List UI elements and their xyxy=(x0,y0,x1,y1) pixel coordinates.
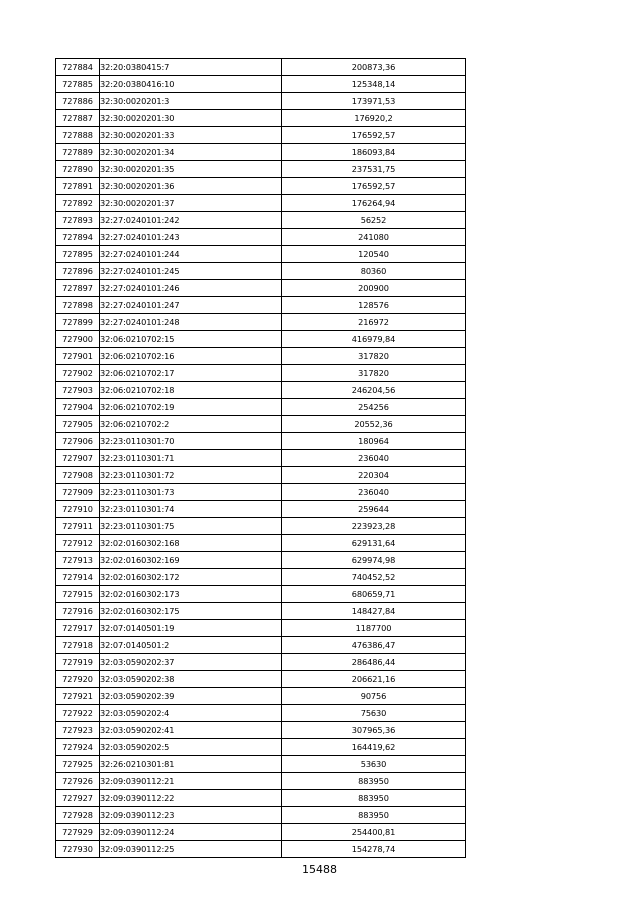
row-number-cell: 727886 xyxy=(56,93,100,110)
table-row xyxy=(56,110,466,127)
value-cell: 176592,57 xyxy=(282,127,466,144)
row-number-cell: 727919 xyxy=(56,654,100,671)
value-cell: 629131,64 xyxy=(282,535,466,552)
table-row xyxy=(56,331,466,348)
cadastral-number-cell: 32:07:0140501:2 xyxy=(100,637,282,654)
table-row xyxy=(56,756,466,773)
cadastral-number-cell: 32:09:0390112:21 xyxy=(100,773,282,790)
cadastral-number-cell: 32:03:0590202:5 xyxy=(100,739,282,756)
table-row xyxy=(56,637,466,654)
table-row xyxy=(56,518,466,535)
cadastral-number-cell: 32:06:0210702:2 xyxy=(100,416,282,433)
row-number-cell: 727917 xyxy=(56,620,100,637)
value-cell: 740452,52 xyxy=(282,569,466,586)
table-row xyxy=(56,467,466,484)
table-row xyxy=(56,161,466,178)
table-row xyxy=(56,552,466,569)
table-row xyxy=(56,671,466,688)
table-row xyxy=(56,263,466,280)
cadastral-number-cell: 32:30:0020201:34 xyxy=(100,144,282,161)
table-row xyxy=(56,314,466,331)
row-number-cell: 727884 xyxy=(56,59,100,76)
value-cell: 53630 xyxy=(282,756,466,773)
row-number-cell: 727929 xyxy=(56,824,100,841)
row-number-cell: 727889 xyxy=(56,144,100,161)
value-cell: 186093,84 xyxy=(282,144,466,161)
table-row xyxy=(56,688,466,705)
table-row xyxy=(56,127,466,144)
cadastral-number-cell: 32:30:0020201:33 xyxy=(100,127,282,144)
table-body xyxy=(56,59,466,858)
table-row xyxy=(56,501,466,518)
table-row xyxy=(56,195,466,212)
row-number-cell: 727908 xyxy=(56,467,100,484)
cadastral-number-cell: 32:27:0240101:246 xyxy=(100,280,282,297)
row-number-cell: 727890 xyxy=(56,161,100,178)
value-cell: 75630 xyxy=(282,705,466,722)
table-row xyxy=(56,246,466,263)
value-cell: 176592,57 xyxy=(282,178,466,195)
value-cell: 56252 xyxy=(282,212,466,229)
value-cell: 307965,36 xyxy=(282,722,466,739)
row-number-cell: 727910 xyxy=(56,501,100,518)
row-number-cell: 727892 xyxy=(56,195,100,212)
table-row xyxy=(56,76,466,93)
value-cell: 206621,16 xyxy=(282,671,466,688)
cadastral-number-cell: 32:09:0390112:22 xyxy=(100,790,282,807)
cadastral-number-cell: 32:09:0390112:25 xyxy=(100,841,282,858)
value-cell: 254256 xyxy=(282,399,466,416)
value-cell: 176920,2 xyxy=(282,110,466,127)
table-row xyxy=(56,841,466,858)
cadastral-number-cell: 32:27:0240101:244 xyxy=(100,246,282,263)
value-cell: 317820 xyxy=(282,348,466,365)
value-cell: 223923,28 xyxy=(282,518,466,535)
cadastral-number-cell: 32:02:0160302:168 xyxy=(100,535,282,552)
table-row xyxy=(56,416,466,433)
cadastral-number-cell: 32:02:0160302:169 xyxy=(100,552,282,569)
row-number-cell: 727885 xyxy=(56,76,100,93)
value-cell: 680659,71 xyxy=(282,586,466,603)
value-cell: 259644 xyxy=(282,501,466,518)
value-cell: 883950 xyxy=(282,790,466,807)
row-number-cell: 727888 xyxy=(56,127,100,144)
table-row xyxy=(56,178,466,195)
value-cell: 1187700 xyxy=(282,620,466,637)
row-number-cell: 727909 xyxy=(56,484,100,501)
cadastral-number-cell: 32:03:0590202:38 xyxy=(100,671,282,688)
table-row xyxy=(56,212,466,229)
value-cell: 164419,62 xyxy=(282,739,466,756)
table-row xyxy=(56,348,466,365)
row-number-cell: 727894 xyxy=(56,229,100,246)
table-row xyxy=(56,807,466,824)
value-cell: 128576 xyxy=(282,297,466,314)
value-cell: 317820 xyxy=(282,365,466,382)
row-number-cell: 727907 xyxy=(56,450,100,467)
value-cell: 200873,36 xyxy=(282,59,466,76)
cadastral-number-cell: 32:23:0110301:72 xyxy=(100,467,282,484)
table-row xyxy=(56,535,466,552)
table-row xyxy=(56,790,466,807)
cadastral-number-cell: 32:03:0590202:41 xyxy=(100,722,282,739)
table-row xyxy=(56,824,466,841)
row-number-cell: 727901 xyxy=(56,348,100,365)
cadastral-number-cell: 32:23:0110301:74 xyxy=(100,501,282,518)
cadastral-number-cell: 32:20:0380416:10 xyxy=(100,76,282,93)
table-row xyxy=(56,484,466,501)
row-number-cell: 727924 xyxy=(56,739,100,756)
cadastral-number-cell: 32:23:0110301:71 xyxy=(100,450,282,467)
row-number-cell: 727899 xyxy=(56,314,100,331)
row-number-cell: 727905 xyxy=(56,416,100,433)
table-row xyxy=(56,297,466,314)
row-number-cell: 727895 xyxy=(56,246,100,263)
cadastral-number-cell: 32:27:0240101:248 xyxy=(100,314,282,331)
row-number-cell: 727912 xyxy=(56,535,100,552)
table-row xyxy=(56,739,466,756)
table-row xyxy=(56,705,466,722)
table-row xyxy=(56,586,466,603)
cadastral-number-cell: 32:27:0240101:245 xyxy=(100,263,282,280)
value-cell: 286486,44 xyxy=(282,654,466,671)
row-number-cell: 727927 xyxy=(56,790,100,807)
table-row xyxy=(56,773,466,790)
cadastral-number-cell: 32:03:0590202:4 xyxy=(100,705,282,722)
cadastral-number-cell: 32:30:0020201:35 xyxy=(100,161,282,178)
cadastral-number-cell: 32:06:0210702:19 xyxy=(100,399,282,416)
value-cell: 246204,56 xyxy=(282,382,466,399)
cadastral-number-cell: 32:27:0240101:247 xyxy=(100,297,282,314)
cadastral-number-cell: 32:02:0160302:175 xyxy=(100,603,282,620)
row-number-cell: 727904 xyxy=(56,399,100,416)
row-number-cell: 727903 xyxy=(56,382,100,399)
row-number-cell: 727923 xyxy=(56,722,100,739)
row-number-cell: 727916 xyxy=(56,603,100,620)
value-cell: 476386,47 xyxy=(282,637,466,654)
value-cell: 883950 xyxy=(282,773,466,790)
row-number-cell: 727913 xyxy=(56,552,100,569)
row-number-cell: 727928 xyxy=(56,807,100,824)
value-cell: 220304 xyxy=(282,467,466,484)
row-number-cell: 727906 xyxy=(56,433,100,450)
value-cell: 148427,84 xyxy=(282,603,466,620)
table-row xyxy=(56,620,466,637)
row-number-cell: 727891 xyxy=(56,178,100,195)
cadastral-number-cell: 32:27:0240101:242 xyxy=(100,212,282,229)
cadastral-number-cell: 32:09:0390112:23 xyxy=(100,807,282,824)
table-row xyxy=(56,280,466,297)
table-row xyxy=(56,569,466,586)
value-cell: 20552,36 xyxy=(282,416,466,433)
value-cell: 120540 xyxy=(282,246,466,263)
cadastral-number-cell: 32:03:0590202:37 xyxy=(100,654,282,671)
row-number-cell: 727930 xyxy=(56,841,100,858)
row-number-cell: 727922 xyxy=(56,705,100,722)
value-cell: 236040 xyxy=(282,450,466,467)
row-number-cell: 727898 xyxy=(56,297,100,314)
cadastral-number-cell: 32:02:0160302:173 xyxy=(100,586,282,603)
table-row xyxy=(56,93,466,110)
row-number-cell: 727887 xyxy=(56,110,100,127)
value-cell: 200900 xyxy=(282,280,466,297)
table-row xyxy=(56,399,466,416)
cadastral-number-cell: 32:06:0210702:17 xyxy=(100,365,282,382)
value-cell: 883950 xyxy=(282,807,466,824)
value-cell: 241080 xyxy=(282,229,466,246)
cadastral-value-table xyxy=(55,58,466,858)
row-number-cell: 727902 xyxy=(56,365,100,382)
row-number-cell: 727900 xyxy=(56,331,100,348)
cadastral-number-cell: 32:06:0210702:15 xyxy=(100,331,282,348)
page-number: 15488 xyxy=(302,863,337,876)
value-cell: 154278,74 xyxy=(282,841,466,858)
value-cell: 173971,53 xyxy=(282,93,466,110)
table-row xyxy=(56,433,466,450)
cadastral-number-cell: 32:26:0210301:81 xyxy=(100,756,282,773)
value-cell: 629974,98 xyxy=(282,552,466,569)
value-cell: 180964 xyxy=(282,433,466,450)
cadastral-number-cell: 32:06:0210702:18 xyxy=(100,382,282,399)
cadastral-number-cell: 32:23:0110301:73 xyxy=(100,484,282,501)
table-row xyxy=(56,654,466,671)
row-number-cell: 727897 xyxy=(56,280,100,297)
value-cell: 80360 xyxy=(282,263,466,280)
cadastral-number-cell: 32:02:0160302:172 xyxy=(100,569,282,586)
table-row xyxy=(56,722,466,739)
cadastral-number-cell: 32:09:0390112:24 xyxy=(100,824,282,841)
cadastral-number-cell: 32:23:0110301:70 xyxy=(100,433,282,450)
value-cell: 176264,94 xyxy=(282,195,466,212)
cadastral-number-cell: 32:30:0020201:3 xyxy=(100,93,282,110)
row-number-cell: 727920 xyxy=(56,671,100,688)
row-number-cell: 727925 xyxy=(56,756,100,773)
cadastral-number-cell: 32:23:0110301:75 xyxy=(100,518,282,535)
value-cell: 237531,75 xyxy=(282,161,466,178)
row-number-cell: 727896 xyxy=(56,263,100,280)
row-number-cell: 727926 xyxy=(56,773,100,790)
row-number-cell: 727893 xyxy=(56,212,100,229)
cadastral-number-cell: 32:30:0020201:36 xyxy=(100,178,282,195)
table-row xyxy=(56,603,466,620)
value-cell: 216972 xyxy=(282,314,466,331)
table-row xyxy=(56,382,466,399)
value-cell: 125348,14 xyxy=(282,76,466,93)
table-row xyxy=(56,59,466,76)
cadastral-number-cell: 32:27:0240101:243 xyxy=(100,229,282,246)
value-cell: 236040 xyxy=(282,484,466,501)
value-cell: 254400,81 xyxy=(282,824,466,841)
table-row xyxy=(56,450,466,467)
cadastral-number-cell: 32:07:0140501:19 xyxy=(100,620,282,637)
cadastral-number-cell: 32:06:0210702:16 xyxy=(100,348,282,365)
table-row xyxy=(56,144,466,161)
cadastral-number-cell: 32:03:0590202:39 xyxy=(100,688,282,705)
value-cell: 416979,84 xyxy=(282,331,466,348)
row-number-cell: 727915 xyxy=(56,586,100,603)
cadastral-number-cell: 32:30:0020201:30 xyxy=(100,110,282,127)
table-row xyxy=(56,365,466,382)
row-number-cell: 727921 xyxy=(56,688,100,705)
cadastral-number-cell: 32:20:0380415:7 xyxy=(100,59,282,76)
cadastral-number-cell: 32:30:0020201:37 xyxy=(100,195,282,212)
row-number-cell: 727918 xyxy=(56,637,100,654)
row-number-cell: 727911 xyxy=(56,518,100,535)
value-cell: 90756 xyxy=(282,688,466,705)
table-row xyxy=(56,229,466,246)
row-number-cell: 727914 xyxy=(56,569,100,586)
